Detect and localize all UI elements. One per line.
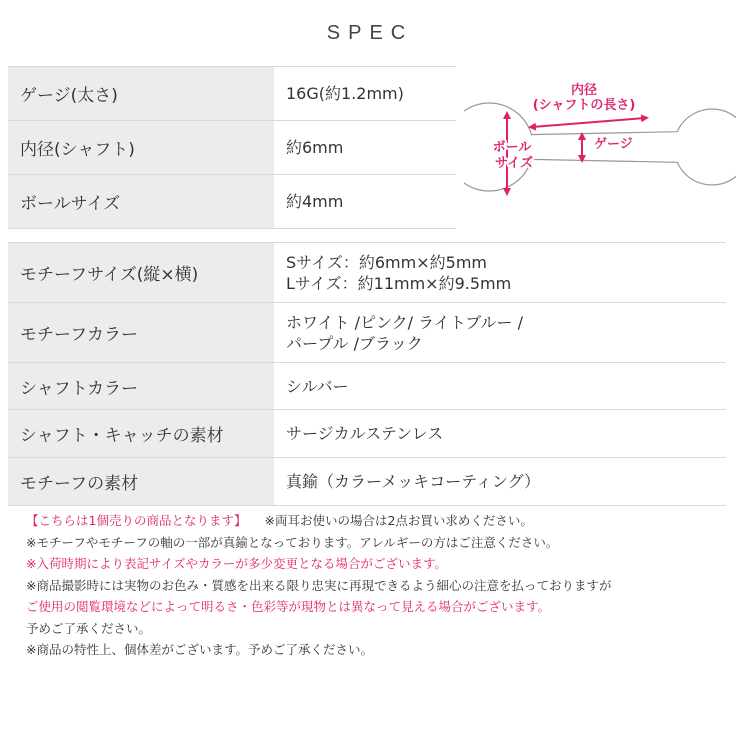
ball-size-sublabel: サイズ (495, 156, 533, 171)
gauge-label: ゲージ (594, 137, 633, 152)
spec-value-line: ホワイト /ピンク/ ライトブルー / (286, 312, 524, 332)
spec-value-text: 約4mm (286, 192, 344, 211)
spec-value-line: パープル /ブラック (286, 333, 423, 353)
note-line (26, 510, 726, 532)
spec-label: シャフト・キャッチの素材 (8, 410, 274, 457)
spec-value (274, 67, 456, 120)
spec-value-line: Sサイズ：約6mm×約5mm (286, 252, 487, 272)
spec-label: ボールサイズ (8, 175, 274, 228)
inner-diameter-arrow (532, 118, 645, 127)
note-single-item: 【こちらは1個売りの商品となります】 (26, 513, 247, 528)
spec-value-text: 16G(約1.2mm) (286, 84, 404, 103)
spec-row-motif-color (8, 303, 726, 363)
spec-label: 内径(シャフト) (8, 121, 274, 174)
spec-row-shaft-material (8, 410, 726, 458)
spec-row-ball-size (8, 175, 456, 229)
spec-value (274, 243, 726, 302)
ball-size-label: ボール (492, 140, 532, 155)
spec-value-line: 真鍮（カラーメッキコーティング） (286, 472, 541, 491)
inner-diameter-sublabel: (シャフトの長さ) (532, 98, 636, 113)
barbell-diagram (464, 80, 736, 204)
spec-row-motif-material (8, 458, 726, 506)
spec-label: シャフトカラー (8, 363, 274, 409)
spec-row-motif-size (8, 243, 726, 303)
spec-label: モチーフサイズ(縦×横) (8, 243, 274, 302)
note-line: ご使用の閲覧環境などによって明るさ・色彩等が現物とは異なって見える場合がございます。 (26, 599, 551, 614)
spec-value (274, 175, 456, 228)
inner-diameter-label: 内径 (570, 83, 598, 98)
spec-value (274, 363, 726, 409)
spec-row-gauge (8, 67, 456, 121)
spec-value (274, 458, 726, 505)
notes (26, 510, 726, 661)
spec-value-line: Lサイズ：約11mm×約9.5mm (286, 273, 512, 293)
spec-table-basic (8, 66, 456, 229)
spec-value (274, 410, 726, 457)
note-line: ※商品の特性上、個体差がございます。予めご了承ください。 (26, 642, 373, 657)
page-title: SPEC (326, 22, 414, 44)
note-line: ※入荷時期により表記サイズやカラーが多少変更となる場合がございます。 (26, 556, 447, 571)
spec-value (274, 303, 726, 362)
spec-row-inner-diameter (8, 121, 456, 175)
note-line: 予めご了承ください。 (26, 620, 152, 636)
spec-value-text: 約6mm (286, 138, 344, 157)
spec-value-line: シルバー (286, 376, 349, 396)
spec-label: モチーフの素材 (8, 458, 274, 505)
note-both-ears: ※両耳お使いの場合は2点お買い求めください。 (264, 513, 533, 528)
spec-value-line: サージカルステンレス (286, 424, 444, 443)
spec-row-shaft-color (8, 363, 726, 410)
spec-label: ゲージ(太さ) (8, 67, 274, 120)
spec-label: モチーフカラー (8, 303, 274, 362)
spec-value (274, 121, 456, 174)
note-line: ※モチーフやモチーフの軸の一部が真鍮となっております。アレルギーの方はご注意ください。 (26, 534, 559, 550)
note-line: ※商品撮影時には実物のお色み・質感を出来る限り忠実に再現できるよう細心の注意を払っておりますが (26, 577, 612, 593)
spec-table-motif (8, 242, 726, 506)
